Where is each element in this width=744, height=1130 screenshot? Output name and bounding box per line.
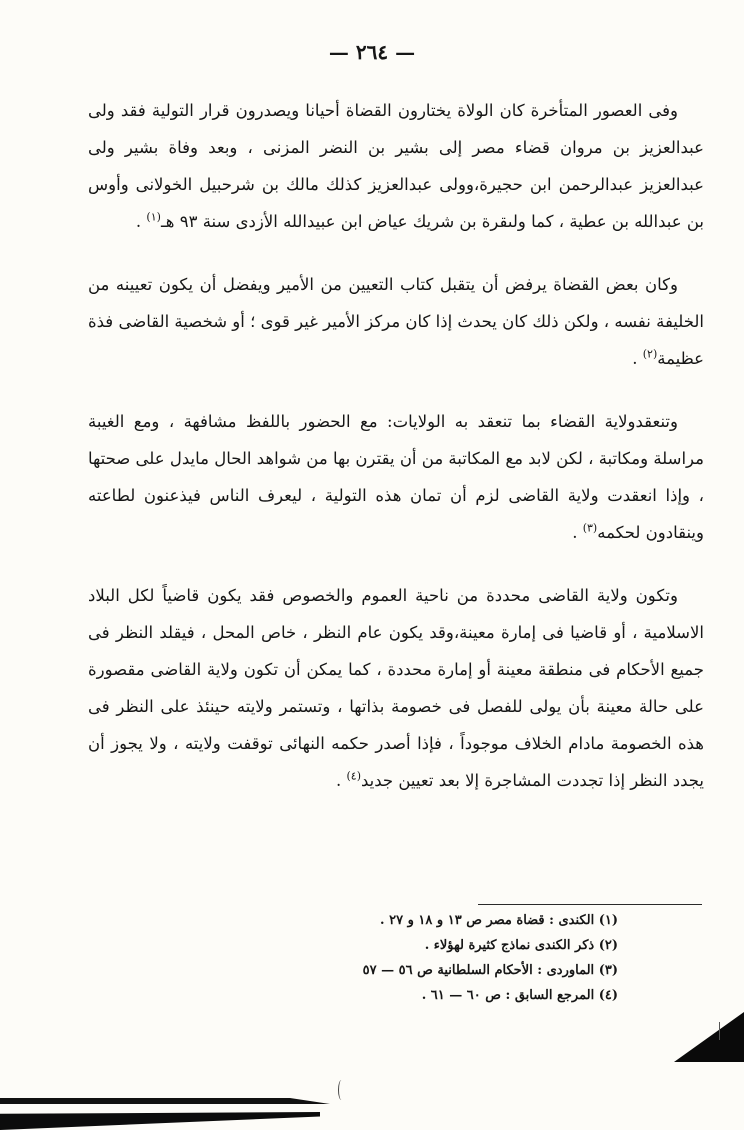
footnote-ref-3: (٣) bbox=[582, 521, 598, 535]
scan-edge-mark bbox=[719, 1022, 720, 1040]
paragraph-1: وفى العصور المتأخرة كان الولاة يختارون القضاة أحيانا ويصدرون قرار التولية فقد ولى عبدالعزيز بن مروان قضاء مصر إلى بشير بن النضر المزنى ، وبعد وفاة بشير ولى عبدالعزيز عبدالرحمن ابن حجيرة،وولى عبدالعزيز كذلك مالك بن شرحبيل الخولانى وأوس بن عبدالله بن عطية ، كما ولىقرة بن شريك عياض ابن عبيدالله الأزدى سنة ٩٣ هـ$^{(١)}$ . bbox=[88, 101, 704, 231]
footnotes bbox=[200, 908, 618, 1008]
body-text bbox=[88, 92, 704, 825]
scan-edge-shadow bbox=[674, 1012, 744, 1062]
paragraph-4: وتكون ولاية القاضى محددة من ناحية العموم والخصوص فقد يكون قاضياً لكل البلاد الاسلامية ، أو قاضيا فى إمارة معينة،وقد يكون عام النظر ، خاص المحل ، فيقلد النظر فى جميع الأحكام فى منطقة معينة أو إمارة محددة ، كما يمكن أن تكون ولاية القاضى مقصورة على حالة معينة بأن يولى للفصل فى خصومة بذاتها ، وتستمر ولايته حينئذ على النظر فى هذه الخصومة مادام الخلاف موجوداً ، فإذا أصدر حكمه النهائى توقفت ولايته ، ولا يجوز أن يجدد النظر إذا تجددت المشاجرة إلا بعد تعيين جديد$^{(٤)}$ . bbox=[88, 586, 704, 790]
page-number: — ٢٦٤ — bbox=[328, 40, 416, 64]
footnote-ref-2: (٢) bbox=[642, 347, 658, 361]
paragraph-3: وتنعقدولاية القضاء بما تنعقد به الولايات: مع الحضور باللفظ مشافهة ، ومع الغيبة مراسلة ومكاتبة ، لكن لابد مع المكاتبة من أن يقترن بها من شواهد الحال مايدل على صحتها ، وإذا انعقدت ولاية القاضى لزم أن تمان هذه التولية ، ليعرف الناس فيذعنون لطاعته وينقادون لحكمه$^{(٣)}$ . bbox=[88, 412, 704, 542]
footnote-3: (٣) الماوردى : الأحكام السلطانية ص ٥٦ — ٥٧ bbox=[362, 963, 618, 978]
scan-bottom-shadow bbox=[0, 1098, 330, 1104]
footnote-ref-1: (١) bbox=[146, 210, 161, 224]
footnote-ref-4: (٤) bbox=[346, 769, 362, 783]
footnote-1: (١) الكندى : قضاة مصر ص ١٣ و ١٨ و ٢٧ . bbox=[380, 913, 618, 928]
footnote-4: (٤) المرجع السابق : ص ٦٠ — ٦١ . bbox=[421, 988, 618, 1003]
margin-mark bbox=[338, 1080, 345, 1100]
paragraph-2: وكان بعض القضاة يرفض أن يتقبل كتاب التعيين من الأمير ويفضل أن يكون تعيينه من الخليفة نفسه ، ولكن ذلك كان يحدث إذا كان مركز الأمير غير قوى ؛ أو شخصية القاضى فذة عظيمة$^{(٢)}$ . bbox=[88, 275, 704, 368]
scan-bottom-edge bbox=[0, 1112, 320, 1130]
footnote-2: (٢) ذكر الكندى نماذج كثيرة لهؤلاء . bbox=[424, 938, 618, 953]
footnote-divider bbox=[478, 904, 702, 905]
